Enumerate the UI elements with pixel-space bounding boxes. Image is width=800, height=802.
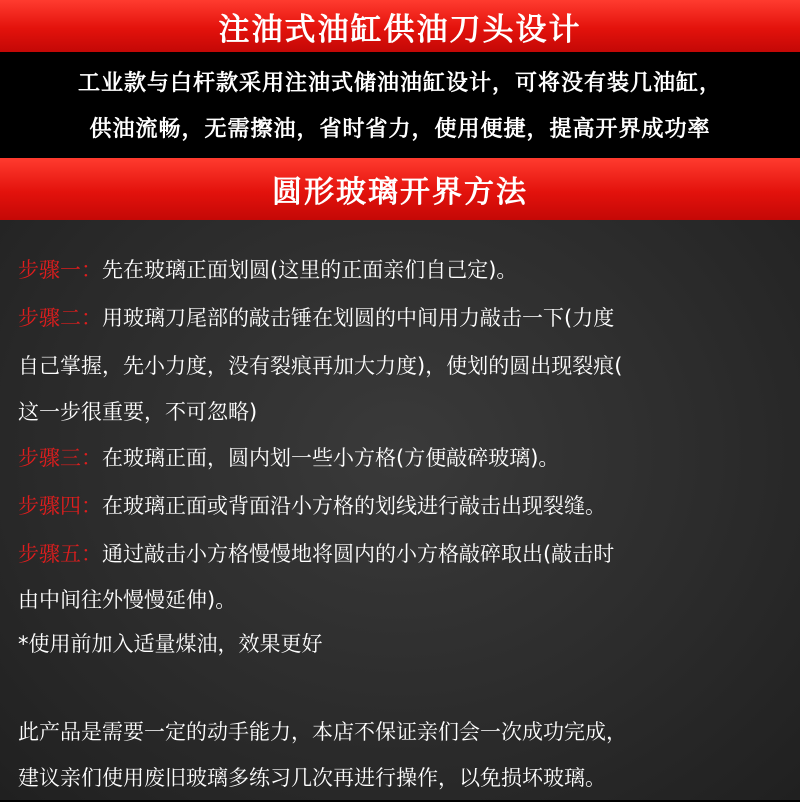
step-2 [18,294,788,342]
banner-title: 圆形玻璃开界方法 [272,175,528,210]
step-1 [18,246,788,294]
disclaimer-line-1: 此产品是需要一定的动手能力，本店不保证亲们会一次成功完成， [18,720,627,744]
step-5-continuation: 由中间往外慢慢延伸)。 [18,588,237,612]
step-label: 步骤一： [18,258,102,282]
instructions-panel [0,220,800,800]
disclaimer-line-2: 建议亲们使用废旧玻璃多练习几次再进行操作，以免损坏玻璃。 [18,766,606,790]
step-text: 用玻璃刀尾部的敲击锤在划圆的中间用力敲击一下(力度 [102,306,615,330]
intro-line-1: 工业款与白杆款采用注油式储油油缸设计，可将没有装几油缸， [77,71,722,96]
step-2-continuation: 这一步很重要，不可忽略) [18,400,258,424]
step-label: 步骤三： [18,446,102,470]
step-label: 步骤五： [18,542,102,566]
step-4 [18,482,788,530]
step-label: 步骤二： [18,306,102,330]
method-banner [0,158,800,220]
step-2-continuation: 自己掌握，先小力度，没有裂痕再加大力度)，使划的圆出现裂痕( [18,354,623,378]
step-3 [18,434,788,482]
intro-section [0,52,800,158]
step-text: 通过敲击小方格慢慢地将圆内的小方格敲碎取出(敲击时 [102,542,615,566]
oil-cylinder-banner [0,0,800,52]
step-5 [18,530,788,578]
step-label: 步骤四： [18,494,102,518]
usage-note: *使用前加入适量煤油，效果更好 [18,632,323,656]
banner-title: 注油式油缸供油刀头设计 [218,11,582,48]
step-text: 先在玻璃正面划圆(这里的正面亲们自己定)。 [102,258,518,282]
intro-line-2: 供油流畅，无需擦油，省时省力，使用便捷，提高开界成功率 [89,117,711,142]
step-text: 在玻璃正面或背面沿小方格的划线进行敲击出现裂缝。 [102,494,606,518]
step-text: 在玻璃正面，圆内划一些小方格(方便敲碎玻璃)。 [102,446,560,470]
